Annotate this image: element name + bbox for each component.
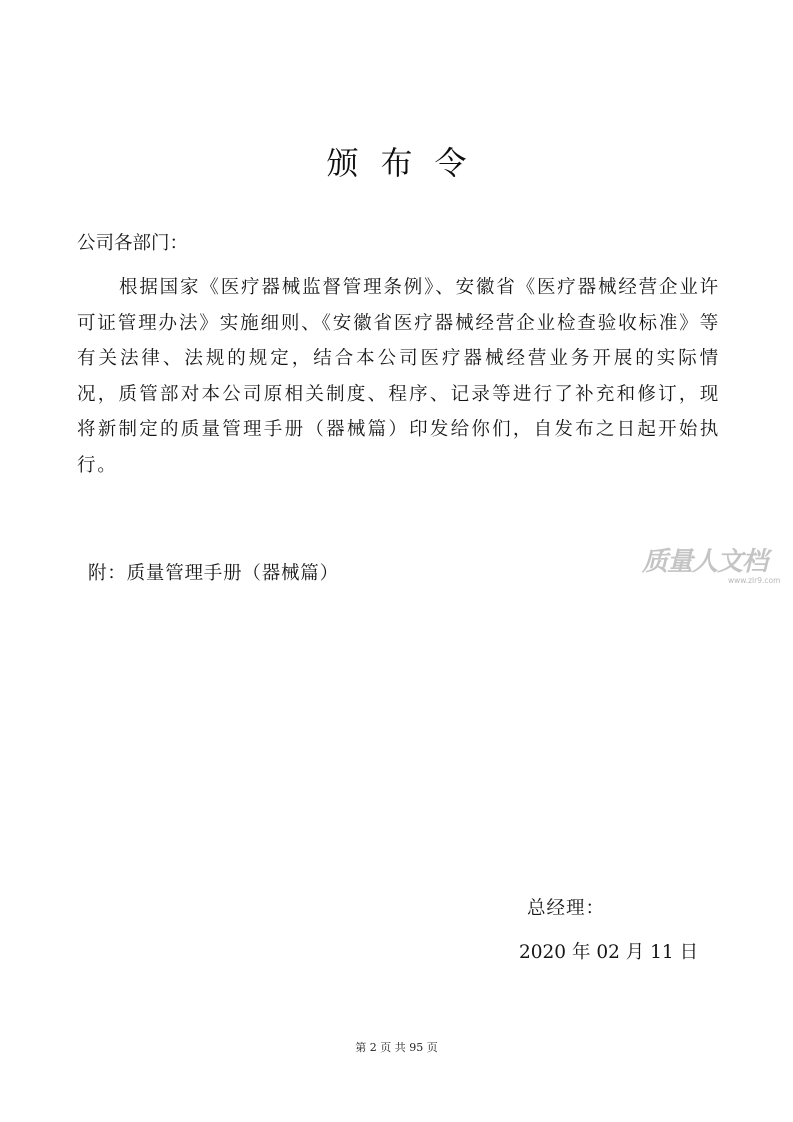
salutation: 公司各部门：	[77, 233, 189, 254]
page-number-footer: 第 2 页 共 95 页	[355, 1041, 438, 1054]
signing-date: 2020 年 02 月 11 日	[519, 942, 699, 963]
attachment-note: 附：质量管理手册（器械篇）	[88, 563, 339, 584]
signer-label: 总经理：	[527, 898, 606, 919]
body-paragraph: 根据国家《医疗器械监督管理条例》、安徽省《医疗器械经营企业许可证管理办法》实施细则、《安徽省医疗器械经营企业检查验收标准》等有关法律、法规的规定，结合本公司医疗器械经营业务开展的实际情况，质管部对本公司原相关制度、程序、记录等进行了补充和修订，现将新制定的质量管理手册（器械篇）印发给你们，自发布之日起开始执行。	[77, 277, 720, 476]
watermark-text: 质量人文档	[642, 547, 768, 577]
document-title: 颁布令	[326, 144, 489, 182]
watermark-logo	[642, 545, 784, 589]
watermark-url: www.zlr9.com	[728, 576, 781, 585]
